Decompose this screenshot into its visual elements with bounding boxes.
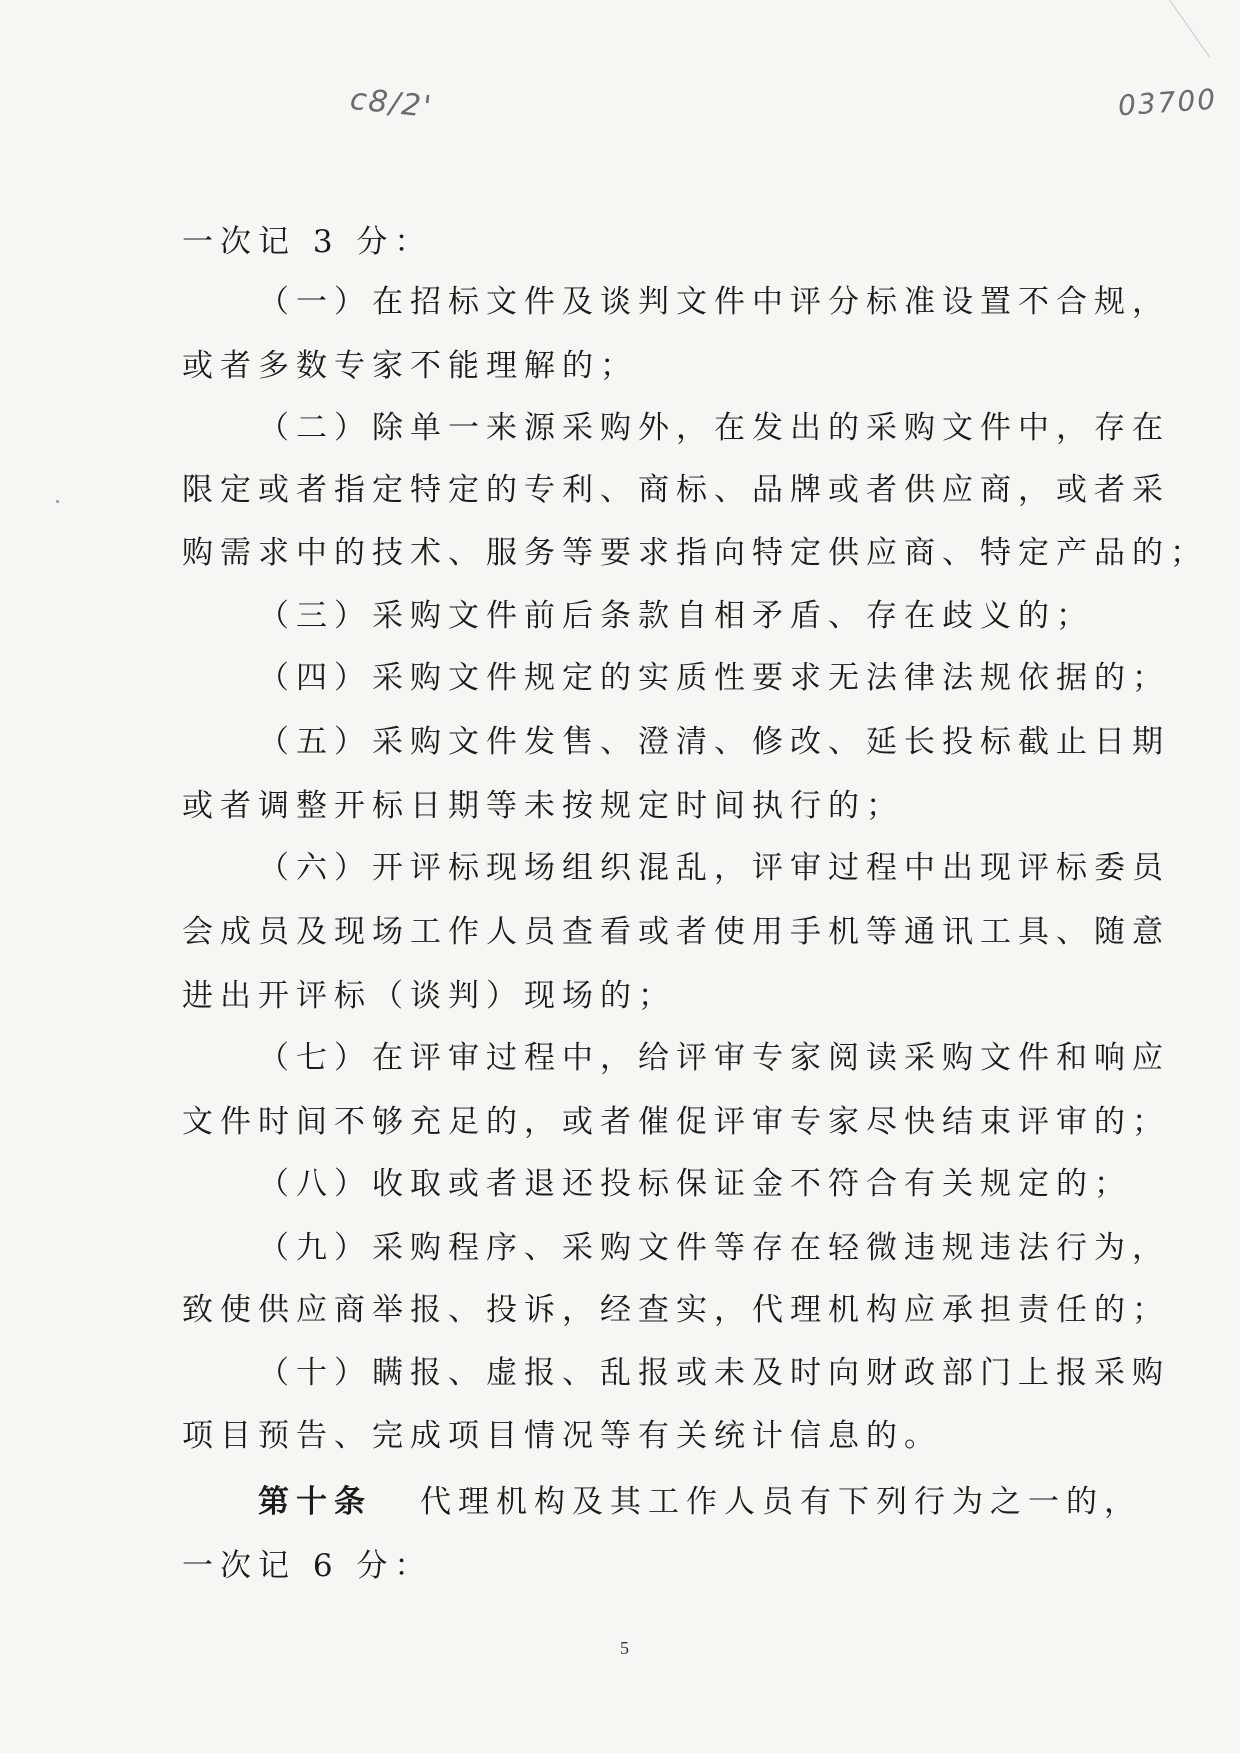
body-line: （五）采购文件发售、澄清、修改、延长投标截止日期 bbox=[258, 724, 1170, 760]
body-line: （六）开评标现场组织混乱，评审过程中出现评标委员 bbox=[258, 850, 1170, 886]
body-line: （七）在评审过程中，给评审专家阅读采购文件和响应 bbox=[258, 1040, 1170, 1076]
body-line: 或者多数专家不能理解的； bbox=[182, 348, 638, 384]
body-line: 限定或者指定特定的专利、商标、品牌或者供应商，或者采 bbox=[182, 472, 1170, 508]
scan-artifact bbox=[56, 500, 59, 503]
body-line: （二）除单一来源采购外，在发出的采购文件中，存在 bbox=[258, 410, 1170, 446]
handwritten-note-left: c8/2' bbox=[348, 81, 435, 126]
body-line: 或者调整开标日期等未按规定时间执行的； bbox=[182, 788, 904, 824]
body-line: （四）采购文件规定的实质性要求无法律法规依据的； bbox=[258, 660, 1170, 696]
body-line: 进出开评标（谈判）现场的； bbox=[182, 978, 676, 1014]
body-line: 会成员及现场工作人员查看或者使用手机等通讯工具、随意 bbox=[182, 914, 1170, 950]
article-label: 第十条 bbox=[258, 1484, 372, 1520]
page-number: 5 bbox=[620, 1638, 629, 1658]
body-line: 文件时间不够充足的，或者催促评审专家尽快结束评审的； bbox=[182, 1104, 1170, 1140]
handwritten-note-right: 03700 bbox=[1116, 82, 1219, 123]
article-text: 代理机构及其工作人员有下列行为之一的， bbox=[420, 1484, 1142, 1520]
body-line: （九）采购程序、采购文件等存在轻微违规违法行为， bbox=[258, 1230, 1170, 1266]
body-line: （十）瞒报、虚报、乱报或未及时向财政部门上报采购 bbox=[258, 1355, 1170, 1391]
scan-artifact bbox=[1169, 0, 1240, 57]
body-line: （一）在招标文件及谈判文件中评分标准设置不合规， bbox=[258, 284, 1170, 320]
body-line: 一次记 3 分： bbox=[182, 224, 433, 260]
body-line: （三）采购文件前后条款自相矛盾、存在歧义的； bbox=[258, 598, 1094, 634]
body-line: （八）收取或者退还投标保证金不符合有关规定的； bbox=[258, 1166, 1132, 1202]
body-line: 致使供应商举报、投诉，经查实，代理机构应承担责任的； bbox=[182, 1292, 1170, 1328]
body-line: 购需求中的技术、服务等要求指向特定供应商、特定产品的； bbox=[182, 535, 1208, 571]
closing-line: 一次记 6 分： bbox=[182, 1548, 433, 1584]
article-paragraph bbox=[258, 1476, 1142, 1521]
body-line: 项目预告、完成项目情况等有关统计信息的。 bbox=[182, 1418, 942, 1454]
